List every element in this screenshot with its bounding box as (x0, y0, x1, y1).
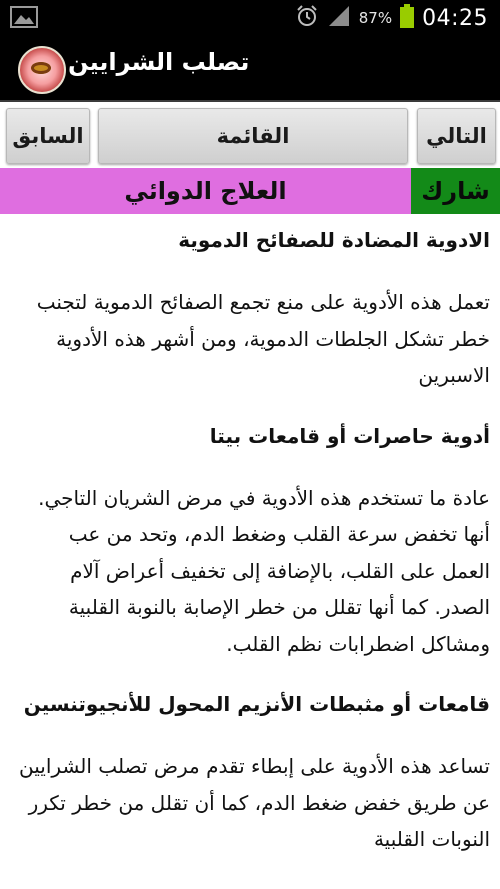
navigation-bar (0, 102, 500, 168)
menu-list-button[interactable]: القائمة (98, 108, 408, 164)
previous-button[interactable]: السابق (6, 108, 90, 164)
next-button[interactable]: التالي (417, 108, 496, 164)
section-header (0, 168, 500, 214)
article-heading: قامعات أو مثبطات الأنزيم المحول للأنجيوتنسين (23, 692, 490, 716)
battery-icon (400, 4, 414, 32)
article-heading: أدوية حاصرات أو قامعات بيتا (209, 423, 490, 448)
article-content[interactable] (18, 222, 490, 889)
status-bar (0, 0, 500, 36)
article-paragraph: تساعد هذه الأدوية على إبطاء تقدم مرض تصلب الشرايين عن طريق خفض ضغط الدم، كما أن تقلل من خطر تكرر النوبات القلبية (19, 754, 490, 851)
share-button[interactable]: شارك (411, 168, 500, 214)
clock: 04:25 (422, 5, 488, 31)
app-logo-icon[interactable] (18, 46, 66, 94)
article-heading: الادوية المضادة للصفائح الدموية (178, 228, 490, 252)
image-icon (10, 6, 38, 32)
battery-percent: 87% (358, 9, 393, 27)
article-paragraph: عادة ما تستخدم هذه الأدوية في مرض الشريان التاجي. أنها تخفض سرعة القلب وضغط الدم، وتحد من عب العمل على القلب، بالإضافة إلى تخفيف أعراض آلام الصدر. كما أنها تقلل من خطر الإصابة بالنوبة القلبية ومشاكل اضطرابات نظم القلب. (38, 485, 490, 656)
article-paragraph: تعمل هذه الأدوية على منع تجمع الصفائح الدموية لتجنب خطر تشكل الجلطات الدموية، ومن أشهر هذه الأدوية الاسبرين (36, 290, 490, 387)
app-title: تصلب الشرايين (68, 48, 250, 76)
section-title: العلاج الدوائي (0, 168, 411, 214)
alarm-clock-icon (295, 4, 319, 32)
signal-icon (327, 5, 351, 31)
action-bar (0, 36, 500, 102)
